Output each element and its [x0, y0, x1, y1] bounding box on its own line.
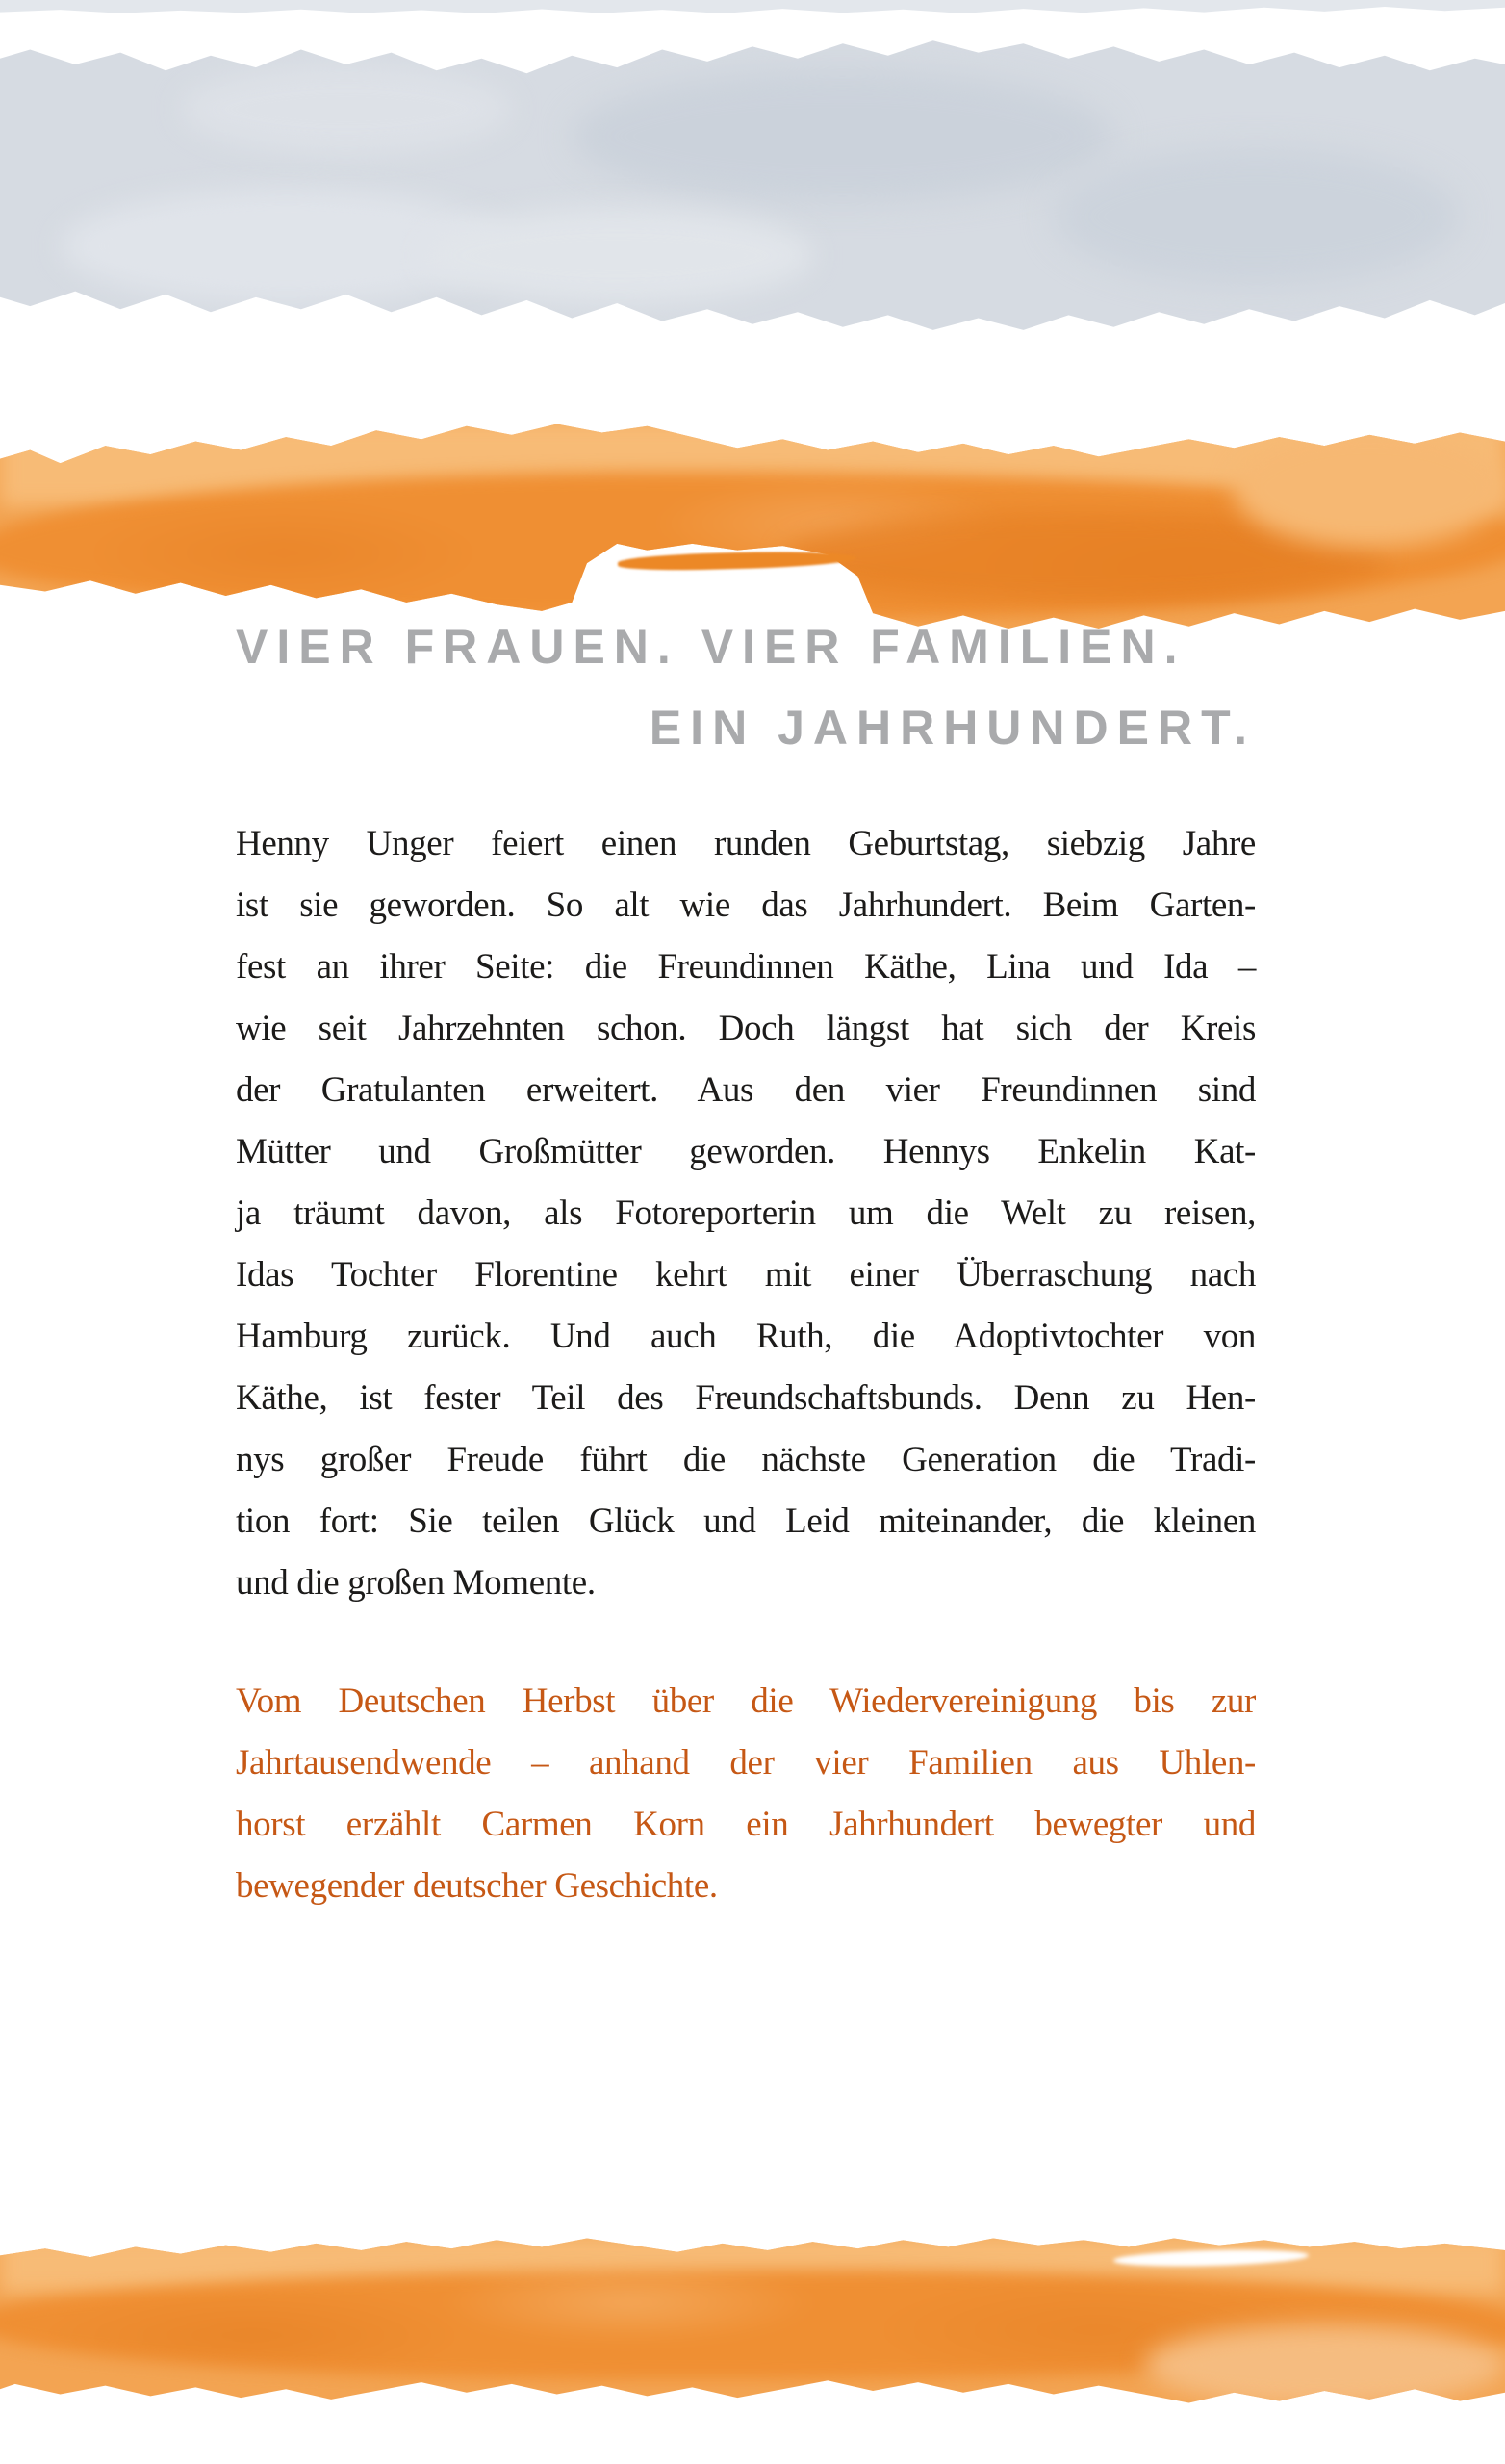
- watercolor-blot: [1234, 428, 1505, 548]
- text-line: ja träumt davon, als Fotoreporterin um die Welt zu reisen,: [236, 1194, 1256, 1233]
- watercolor-band-top-sliver: [0, 0, 1505, 13]
- text-line: bewegender deutscher Geschichte.: [236, 1866, 718, 1906]
- text-line: Hamburg zurück. Und auch Ruth, die Adoptivtochter von: [236, 1317, 1256, 1356]
- text-line: nys großer Freude führt die nächste Generation die Tradi-: [236, 1440, 1256, 1479]
- text-line: der Gratulanten erweitert. Aus den vier Freundinnen sind: [236, 1070, 1256, 1110]
- brush-streak: [618, 550, 856, 572]
- watercolor-blot: [1144, 2324, 1505, 2406]
- watercolor-band-gray: [0, 35, 1505, 333]
- text-line: Idas Tochter Florentine kehrt mit einer Überraschung nach: [236, 1255, 1256, 1295]
- watercolor-blot: [421, 208, 813, 303]
- text-line: tion fort: Sie teilen Glück und Leid miteinander, die kleinen: [236, 1502, 1256, 1541]
- text-line: Käthe, ist fester Teil des Freundschaftsbunds. Denn zu Hen-: [236, 1378, 1256, 1418]
- text-line: fest an ihrer Seite: die Freundinnen Käthe, Lina und Ida –: [236, 947, 1256, 987]
- watercolor-band-orange-top: [0, 420, 1505, 637]
- watercolor-blot: [572, 70, 1113, 201]
- text-line: Mütter und Großmütter geworden. Hennys Enkelin Kat-: [236, 1132, 1256, 1171]
- watercolor-blot: [181, 64, 512, 154]
- text-line: Henny Unger feiert einen runden Geburtstag, siebzig Jahre: [236, 824, 1256, 863]
- text-line: horst erzählt Carmen Korn ein Jahrhundert bewegter und: [236, 1805, 1256, 1844]
- tagline-line-1: VIER FRAUEN. VIER FAMILIEN.: [236, 620, 1186, 674]
- watercolor-band-orange-bottom: [0, 2235, 1505, 2406]
- text-line: ist sie geworden. So alt wie das Jahrhundert. Beim Garten-: [236, 886, 1256, 925]
- synopsis-paragraph: [236, 813, 1256, 1614]
- text-line: Jahrtausendwende – anhand der vier Familien aus Uhlen-: [236, 1743, 1256, 1783]
- watercolor-blot: [1054, 148, 1460, 286]
- closing-paragraph: [236, 1671, 1256, 1917]
- text-line: wie seit Jahrzehnten schon. Doch längst hat sich der Kreis: [236, 1009, 1256, 1048]
- text-line: und die großen Momente.: [236, 1563, 596, 1603]
- tagline-line-2: EIN JAHRHUNDERT.: [649, 701, 1256, 755]
- text-line: Vom Deutschen Herbst über die Wiedervereinigung bis zur: [236, 1681, 1256, 1721]
- tagline: [236, 606, 1256, 768]
